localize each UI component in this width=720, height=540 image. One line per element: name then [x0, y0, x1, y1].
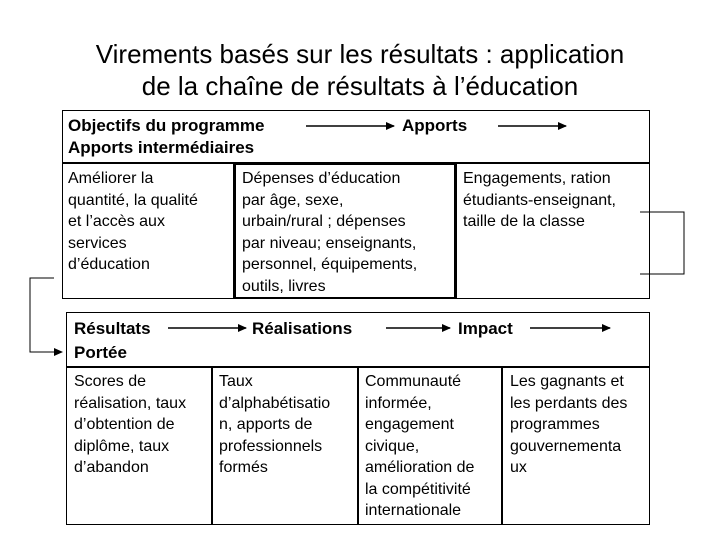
header-resultats: Résultats [74, 319, 151, 338]
bottom-cell-gagnants-text: Les gagnants et les perdants des programmes gouvernementa ux [510, 373, 628, 476]
header-apports: Apports [402, 116, 468, 135]
bottom-header-box [66, 312, 650, 367]
header-apports-intermediaires: Apports intermédiaires [68, 138, 255, 157]
bottom-cell-impact-text: Communauté informée, engagement civique, amélioration de la compétitivité internationale [365, 373, 475, 519]
header-portee: Portée [74, 343, 127, 362]
title-line-2: de la chaîne de résultats à l’éducation [141, 71, 579, 101]
top-cell-intermediaires-text: Engagements, ration étudiants-enseignant, taille de la classe [463, 170, 616, 230]
top-cell-apports-text: Dépenses d’éducation par âge, sexe, urbain/rural ; dépenses par niveau; enseignants, personnel, équipements, outils, livres [242, 170, 418, 295]
bottom-cell-realisations-text: Taux d’alphabétisatio n, apports de professionnels formés [219, 373, 331, 476]
title-line-1: Virements basés sur les résultats : application [95, 39, 625, 69]
bottom-cell-resultats-text: Scores de réalisation, taux d’obtention de diplôme, taux d’abandon [74, 373, 187, 476]
header-realisations: Réalisations [252, 319, 353, 338]
top-cell-objectifs-text: Améliorer la quantité, la qualité et l’accès aux services d’éducation [68, 170, 198, 273]
header-impact: Impact [458, 319, 513, 338]
header-objectifs: Objectifs du programme [68, 116, 265, 135]
loop-connector-left [30, 278, 62, 352]
